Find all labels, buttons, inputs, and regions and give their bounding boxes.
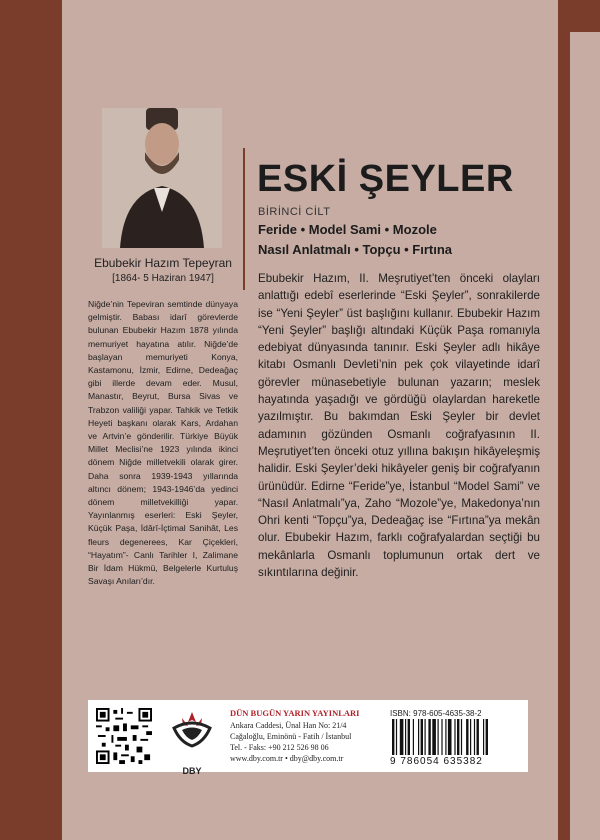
qr-code	[96, 708, 152, 764]
barcode	[390, 719, 520, 755]
author-dates: [1864- 5 Haziran 1947]	[112, 273, 214, 284]
publisher-address-line1: Ankara Caddesi, Ünal Han No: 21/4	[230, 721, 347, 730]
publisher-address-line2: Cağaloğlu, Eminönü - Fatih / İstanbul	[230, 732, 352, 741]
author-name: Ebubekir Hazım Tepeyran	[94, 256, 232, 270]
title-divider	[243, 148, 245, 290]
publisher-web: www.dby.com.tr • dby@dby.com.tr	[230, 754, 344, 763]
story-list-line2: Nasıl Anlatmalı • Topçu • Fırtına	[258, 242, 453, 257]
author-bio: Niğde’nin Tepeviran semtinde dünyaya gelmiştir. Babası idarî görevlerde bulunan Ebubekir Hazım 1878 yılında memuriyet hayatına atılır. Niğde’de başlayan memuriyeti Konya, Kastamonu, İzmir, Edirne, Dedeağaç gibi illerde devam eder. Musul, Manastır, Beyrut, Bursa Sivas ve Trabzon valiliği yapar. Tahkik ve Tetkik Heyeti başkanı olarak Kars, Ardahan ve Artvin’e gönderilir. Türkiye Büyük Millet Meclisi’ne 1923 yılında ikinci dönem Niğde milletvekili olarak girer. Daha sonra 1939-1943 yıllarında altıncı dönem; 1943-1946’da yedinci dönem milletvekilliği yapar. Yayınlanmış eserleri: Eski Şeyler, Küçük Paşa, İdârî-İçtimal Sanihât, Les fleurs degenerees, Kar Çiçekleri, “Hayatım”- Canlı Tarihler I, Zalimane Bir İdam Hükmü, Belgelerle Kurtuluş Savaşı Anıları’dır.	[88, 299, 238, 587]
story-list-line1: Feride • Model Sami • Mozole	[258, 222, 437, 237]
publisher-name: DÜN BUGÜN YARIN YAYINLARI	[230, 708, 360, 718]
isbn-label: ISBN: 978-605-4635-38-2	[390, 709, 482, 718]
author-portrait	[102, 108, 222, 248]
book-title: ESKİ ŞEYLER	[257, 158, 514, 200]
book-description: Ebubekir Hazım, II. Meşrutiyet’ten önceki olayları anlattığı edebî eserlerinde “Eski Şeyler”, sonrakilerde ise “Yeni Şeyler” üst başlığını kullanır. Ebubekir Hazım “Yeni Şeyler” başlığı altındaki Küçük Paşa romanıyla edebiyat dünyasında tanınır. Eski Şeyler adlı hikâye kitabı Osmanlı Devleti’nin pek çok vilayetinde idarî görevler münasebetiyle bulunan yazarın; meslek hayatında yaşadığı ve gördüğü olaylardan hareketle yazılmıştır. Bu bakımdan Eski Şeyler bir devlet adamının gözünden Osmanlı coğrafyasının II. Meşrutiyet’ten önceki otuz yıllına bakışın hikâyeleşmiş halidir. Eski Şeyler’deki hikâyeler geniş bir coğrafyanın ürünüdür. Edirne “Feride”ye, İstanbul “Model Sami” ve “Nasıl Anlatmalı”ya, Zaho “Mozole”ye, Makedonya’nın Ohri kenti “Topçu”ya, Dedeağaç ise “Fırtına”ya mekân olur. Ebubekir Hazım, farklı coğrafyalardan seçtiği bu mekânlarla Osmanlı toplumunun ortak dert ve sıkıntılarına değinir.	[258, 272, 540, 580]
publisher-logo-icon	[168, 708, 216, 764]
publisher-logo-text: DBY	[182, 766, 202, 776]
barcode-number: 9 786054 635382	[390, 756, 483, 767]
next-book-edge	[570, 32, 600, 840]
publisher-phone: Tel. - Faks: +90 212 526 98 06	[230, 743, 329, 752]
book-subtitle: BİRİNCİ CİLT	[258, 206, 331, 218]
